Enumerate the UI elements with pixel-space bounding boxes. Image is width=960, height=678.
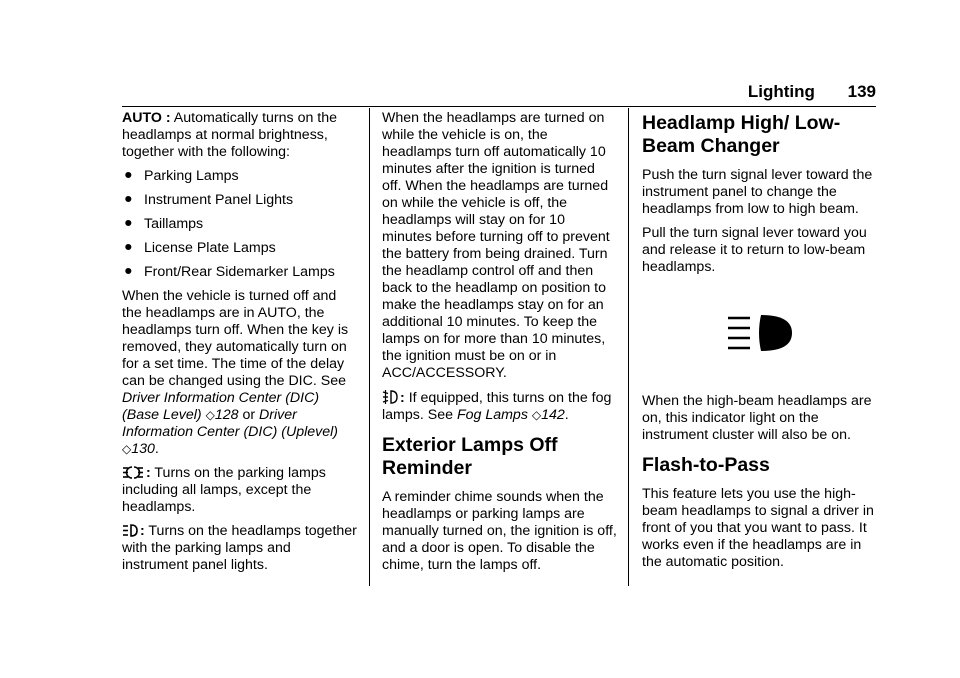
auto-text: Automatically turns on the headlamps at normal brightness, together with the following:	[122, 110, 338, 160]
header-rule	[122, 106, 876, 107]
reference-link[interactable]: Driver Information Center (DIC) (Base Level)	[122, 390, 320, 423]
page-number: 139	[847, 82, 876, 101]
high-beam-push-paragraph: Push the turn signal lever toward the instrument panel to change the headlamps from low to high beam.	[642, 167, 873, 217]
headlamp-paragraph: : Turns on the headlamps together with the parking lamps and instrument panel lights.	[122, 523, 357, 573]
bullet-icon: ●	[124, 239, 133, 255]
reference-arrow-icon: ◇	[122, 442, 132, 456]
indicator-description-paragraph: When the high-beam headlamps are on, this indicator light on the instrument cluster will also be on.	[642, 393, 872, 443]
column-2	[382, 110, 618, 581]
low-beam-pull-paragraph: Pull the turn signal lever toward you and release it to return to low-beam headlamps.	[642, 225, 867, 275]
list-item: ● Front/Rear Sidemarker Lamps	[124, 263, 335, 280]
column-3	[642, 110, 878, 578]
reference-link[interactable]: Driver Information Center (DIC) (Uplevel)	[122, 407, 339, 440]
list-item: ● Instrument Panel Lights	[124, 191, 294, 208]
auto-paragraph	[122, 110, 358, 161]
bullet-icon: ●	[124, 215, 133, 231]
bullet-icon: ●	[124, 191, 133, 207]
headlamp-icon	[122, 523, 138, 538]
flash-to-pass-paragraph: This feature lets you use the high-beam headlamps to signal a driver in front of you that you want to pass. It works even if the headlamps are in the automatic position.	[642, 486, 874, 570]
auto-description: When the vehicle is turned off and the headlamps are in AUTO, the headlamps turn off. When the key is removed, they automatically turn on for a set time. The time of the delay can be changed using the DIC. See Driver Information Center (DIC) (Base Level) ◇128 or Driver Information Center (DIC) (Uplevel) ◇130.	[122, 288, 349, 457]
lamp-list	[122, 168, 358, 281]
high-beam-indicator-figure	[642, 283, 878, 393]
column-divider-1	[369, 108, 370, 586]
list-item: ● License Plate Lamps	[124, 239, 276, 256]
high-beam-indicator-icon	[728, 313, 794, 353]
parking-lamp-paragraph: : Turns on the parking lamps including all lamps, except the headlamps.	[122, 465, 326, 515]
heading-exterior-lamps-off-reminder: Exterior Lamps Off Reminder	[382, 434, 558, 479]
column-1	[122, 110, 358, 581]
parking-lamp-icon	[122, 465, 144, 480]
heading-headlamp-high-low-beam: Headlamp High/ Low-Beam Changer	[642, 112, 841, 157]
reference-arrow-icon: ◇	[531, 408, 542, 422]
reference-arrow-icon: ◇	[205, 408, 215, 422]
exterior-reminder-paragraph: A reminder chime sounds when the headlamps or parking lamps are manually turned on, the ignition is off, and a door is open. To disable the chime, turn the lamps off.	[382, 489, 617, 573]
heading-flash-to-pass: Flash-to-Pass	[642, 454, 770, 476]
section-title: Lighting	[747, 82, 815, 101]
fog-lamp-paragraph: : If equipped, this turns on the fog lamps. See Fog Lamps ◇142.	[382, 390, 612, 423]
bullet-icon: ●	[124, 167, 133, 183]
fog-lamp-icon	[382, 389, 398, 405]
page-header	[748, 82, 876, 102]
headlamp-timer-paragraph: When the headlamps are turned on while the vehicle is on, the headlamps turn off automatically 10 minutes after the ignition is turned off. When the headlamps are turned on while the vehicle is off, the headlamps will stay on for 10 minutes before turning off to prevent the battery from being drained. Turn the headlamp control off and then back to the headlamp on position to make the headlamps stay on for an additional 10 minutes. To keep the lamps on for more than 10 minutes, the ignition must be on or in ACC/ACCESSORY.	[382, 110, 610, 381]
list-item: ● Parking Lamps	[124, 167, 239, 184]
bullet-icon: ●	[124, 263, 133, 279]
list-item: ● Taillamps	[124, 215, 204, 232]
reference-link[interactable]: Fog Lamps	[456, 407, 528, 423]
auto-label: AUTO :	[122, 110, 171, 126]
column-divider-2	[628, 108, 629, 586]
